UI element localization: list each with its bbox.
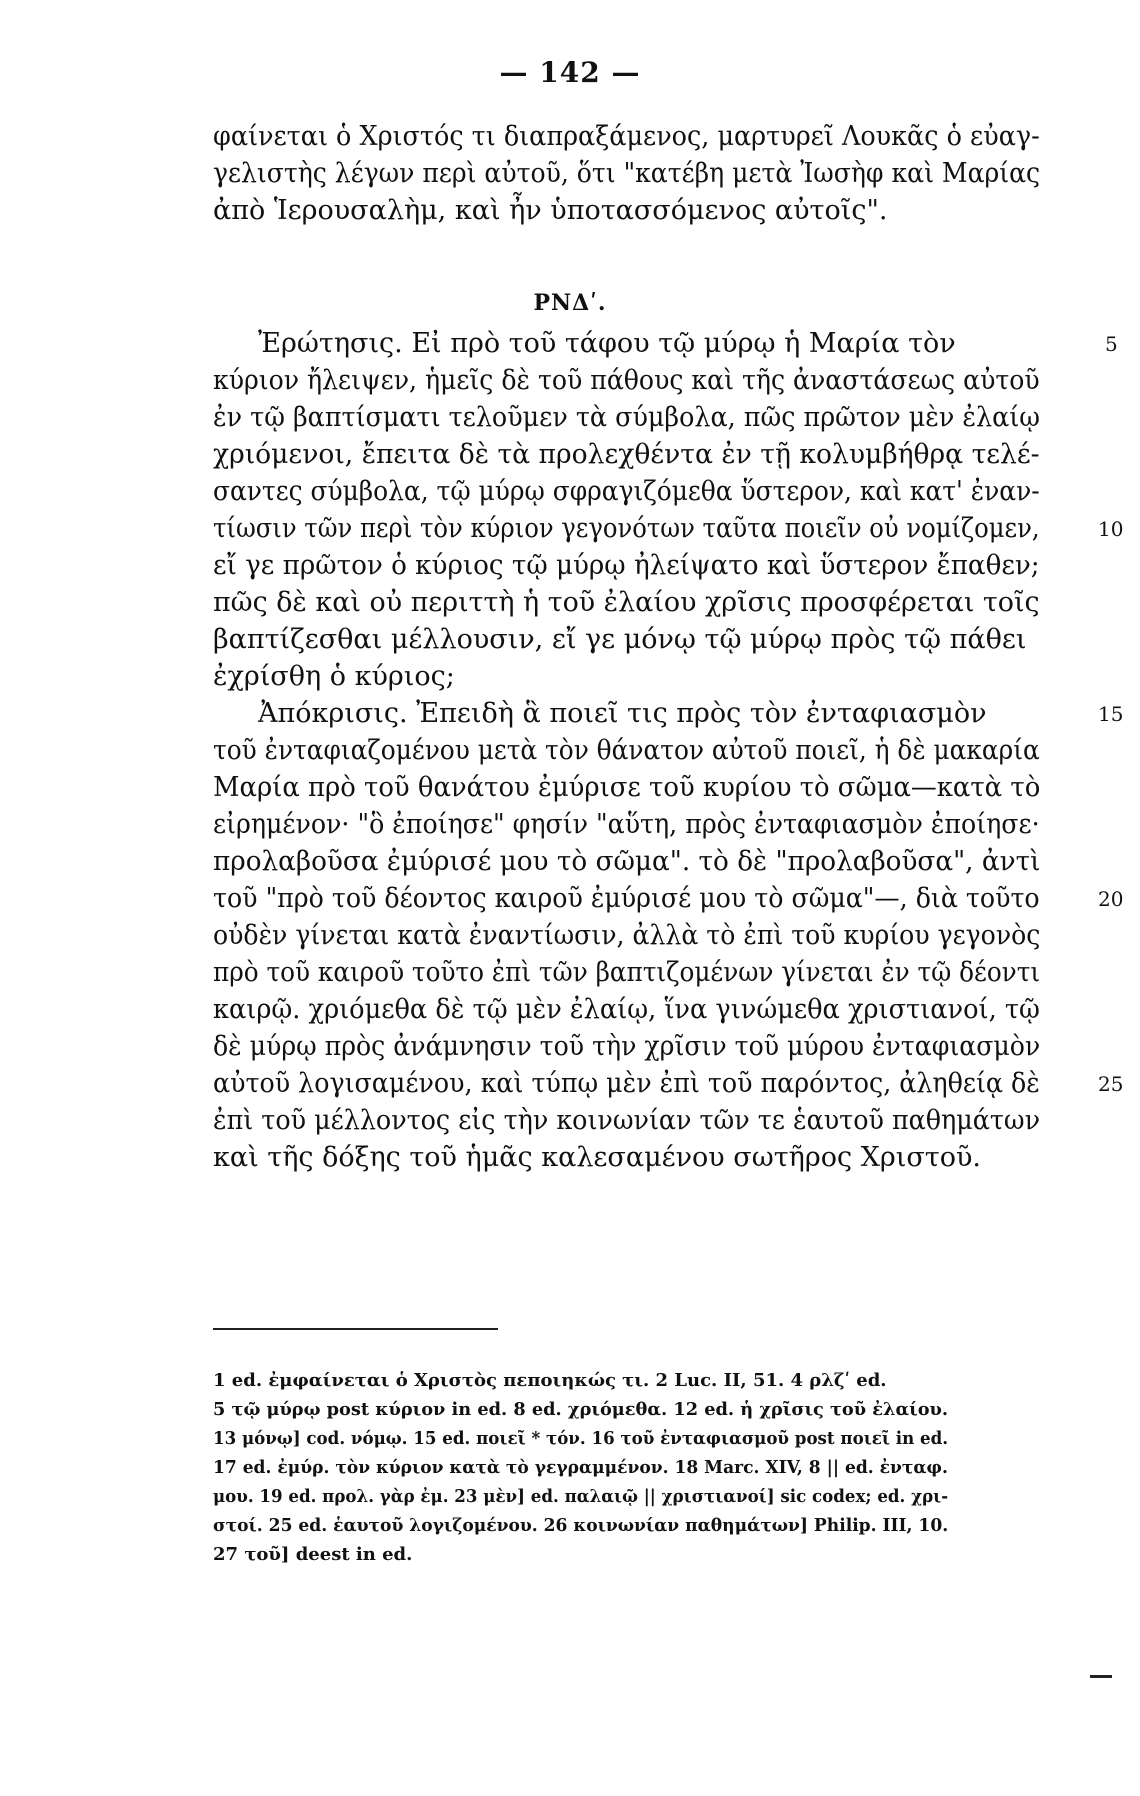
text-line: Μαρία πρὸ τοῦ θανάτου ἐμύρισε τοῦ κυρίου τὸ σῶμα—κατὰ τὸ <box>213 772 1041 803</box>
line-number: 10 <box>1098 517 1124 541</box>
text-line: καὶ τῆς δόξης τοῦ ἡμᾶς καλεσαμένου σωτῆρος Χριστοῦ. <box>213 1142 981 1173</box>
text-line: καιρῷ. χριόμεθα δὲ τῷ μὲν ἐλαίῳ, ἵνα γινώμεθα χριστιανοί, τῷ <box>213 994 1040 1025</box>
text-line: τοῦ ἐνταφιαζομένου μετὰ τὸν θάνατον αὐτοῦ ποιεῖ, ἡ δὲ μακαρία <box>213 735 1040 766</box>
text-line: φαίνεται ὁ Χριστός τι διαπραξάμενος, μαρτυρεῖ Λουκᾶς ὁ εὐαγ- <box>213 121 1040 152</box>
text-line: βαπτίζεσθαι μέλλουσιν, εἴ γε μόνῳ τῷ μύρῳ πρὸς τῷ πάθει <box>213 624 1027 655</box>
text-line: ἐπὶ τοῦ μέλλοντος εἰς τὴν κοινωνίαν τῶν τε ἑαυτοῦ παθημάτων <box>213 1105 1041 1136</box>
line-number: 15 <box>1098 702 1124 726</box>
text-line: κύριον ἤλειψεν, ἡμεῖς δὲ τοῦ πάθους καὶ τῆς ἀναστάσεως αὐτοῦ <box>213 365 1040 396</box>
text-line: Ἐρώτησις. Εἰ πρὸ τοῦ τάφου τῷ μύρῳ ἡ Μαρία τὸν <box>258 328 956 359</box>
text-line: εἰρημένον· "ὃ ἐποίησε" φησίν "αὕτη, πρὸς ἐνταφιασμὸν ἐποίησε· <box>213 809 1040 840</box>
page-number: — 142 — <box>499 56 641 89</box>
line-number: 5 <box>1105 332 1118 356</box>
footnote-line: στοί. 25 ed. ἑαυτοῦ λογιζομένου. 26 κοινωνίαν παθημάτων] Philip. III, 10. <box>213 1515 949 1536</box>
text-line: ἐν τῷ βαπτίσματι τελοῦμεν τὰ σύμβολα, πῶς πρῶτον μὲν ἐλαίῳ <box>213 402 1040 433</box>
page-mark <box>1090 1675 1112 1678</box>
footnote-line: 17 ed. ἐμύρ. τὸν κύριον κατὰ τὸ γεγραμμένον. 18 Marc. XIV, 8 || ed. ἐνταφ. <box>213 1457 948 1478</box>
footnote-line: 13 μόνῳ] cod. νόμῳ. 15 ed. ποιεῖ * τόν. 16 τοῦ ἐνταφιασμοῦ post ποιεῖ in ed. <box>213 1428 949 1449</box>
text-line: χριόμενοι, ἔπειτα δὲ τὰ προλεχθέντα ἐν τῇ κολυμβήθρᾳ τελέ- <box>213 439 1040 470</box>
text-line: οὐδὲν γίνεται κατὰ ἐναντίωσιν, ἀλλὰ τὸ ἐπὶ τοῦ κυρίου γεγονὸς <box>213 920 1041 951</box>
text-line: πῶς δὲ καὶ οὐ περιττὴ ἡ τοῦ ἐλαίου χρῖσις προσφέρεται τοῖς <box>213 587 1040 618</box>
line-number: 25 <box>1098 1072 1124 1096</box>
footnote-divider <box>213 1328 498 1330</box>
text-line: Ἀπόκρισις. Ἐπειδὴ ἃ ποιεῖ τις πρὸς τὸν ἐνταφιασμὸν <box>258 698 987 729</box>
text-line: ἐχρίσθη ὁ κύριος; <box>213 661 455 692</box>
text-line: σαντες σύμβολα, τῷ μύρῳ σφραγιζόμεθα ὕστερον, καὶ κατ' ἐναν- <box>213 476 1040 507</box>
text-line: εἴ γε πρῶτον ὁ κύριος τῷ μύρῳ ἠλείψατο καὶ ὕστερον ἔπαθεν; <box>213 550 1040 581</box>
text-line: ἀπὸ Ἱερουσαλὴμ, καὶ ἦν ὑποτασσόμενος αὐτοῖς". <box>213 195 888 226</box>
text-line: προλαβοῦσα ἐμύρισέ μου τὸ σῶμα". τὸ δὲ "προλαβοῦσα", ἀντὶ <box>213 846 1041 877</box>
text-line: γελιστὴς λέγων περὶ αὐτοῦ, ὅτι "κατέβη μετὰ Ἰωσὴφ καὶ Μαρίας <box>213 158 1041 189</box>
line-number: 20 <box>1098 887 1124 911</box>
footnote-line: 27 τοῦ] deest in ed. <box>213 1544 413 1565</box>
text-line: τίωσιν τῶν περὶ τὸν κύριον γεγονότων ταῦτα ποιεῖν οὐ νομίζομεν, <box>213 513 1040 544</box>
footnote-line: μου. 19 ed. προλ. γὰρ ἐμ. 23 μὲν] ed. παλαιῷ || χριστιανοί] sic codex; ed. χρι- <box>213 1486 949 1507</box>
footnote-line: 5 τῷ μύρῳ post κύριον in ed. 8 ed. χριόμεθα. 12 ed. ἡ χρῖσις τοῦ ἐλαίου. <box>213 1399 949 1420</box>
text-line: δὲ μύρῳ πρὸς ἀνάμνησιν τοῦ τὴν χρῖσιν τοῦ μύρου ἐνταφιασμὸν <box>213 1031 1041 1062</box>
footnote-line: 1 ed. ἐμφαίνεται ὁ Χριστὸς πεποιηκώς τι. 2 Luc. II, 51. 4 ρλζʹ ed. <box>213 1370 887 1391</box>
section-heading: ΡΝΔʹ. <box>533 290 607 316</box>
text-line: πρὸ τοῦ καιροῦ τοῦτο ἐπὶ τῶν βαπτιζομένων γίνεται ἐν τῷ δέοντι <box>213 957 1041 988</box>
text-line: τοῦ "πρὸ τοῦ δέοντος καιροῦ ἐμύρισέ μου τὸ σῶμα"—, διὰ τοῦτο <box>213 883 1040 914</box>
text-line: αὐτοῦ λογισαμένου, καὶ τύπῳ μὲν ἐπὶ τοῦ παρόντος, ἀληθείᾳ δὲ <box>213 1068 1040 1099</box>
